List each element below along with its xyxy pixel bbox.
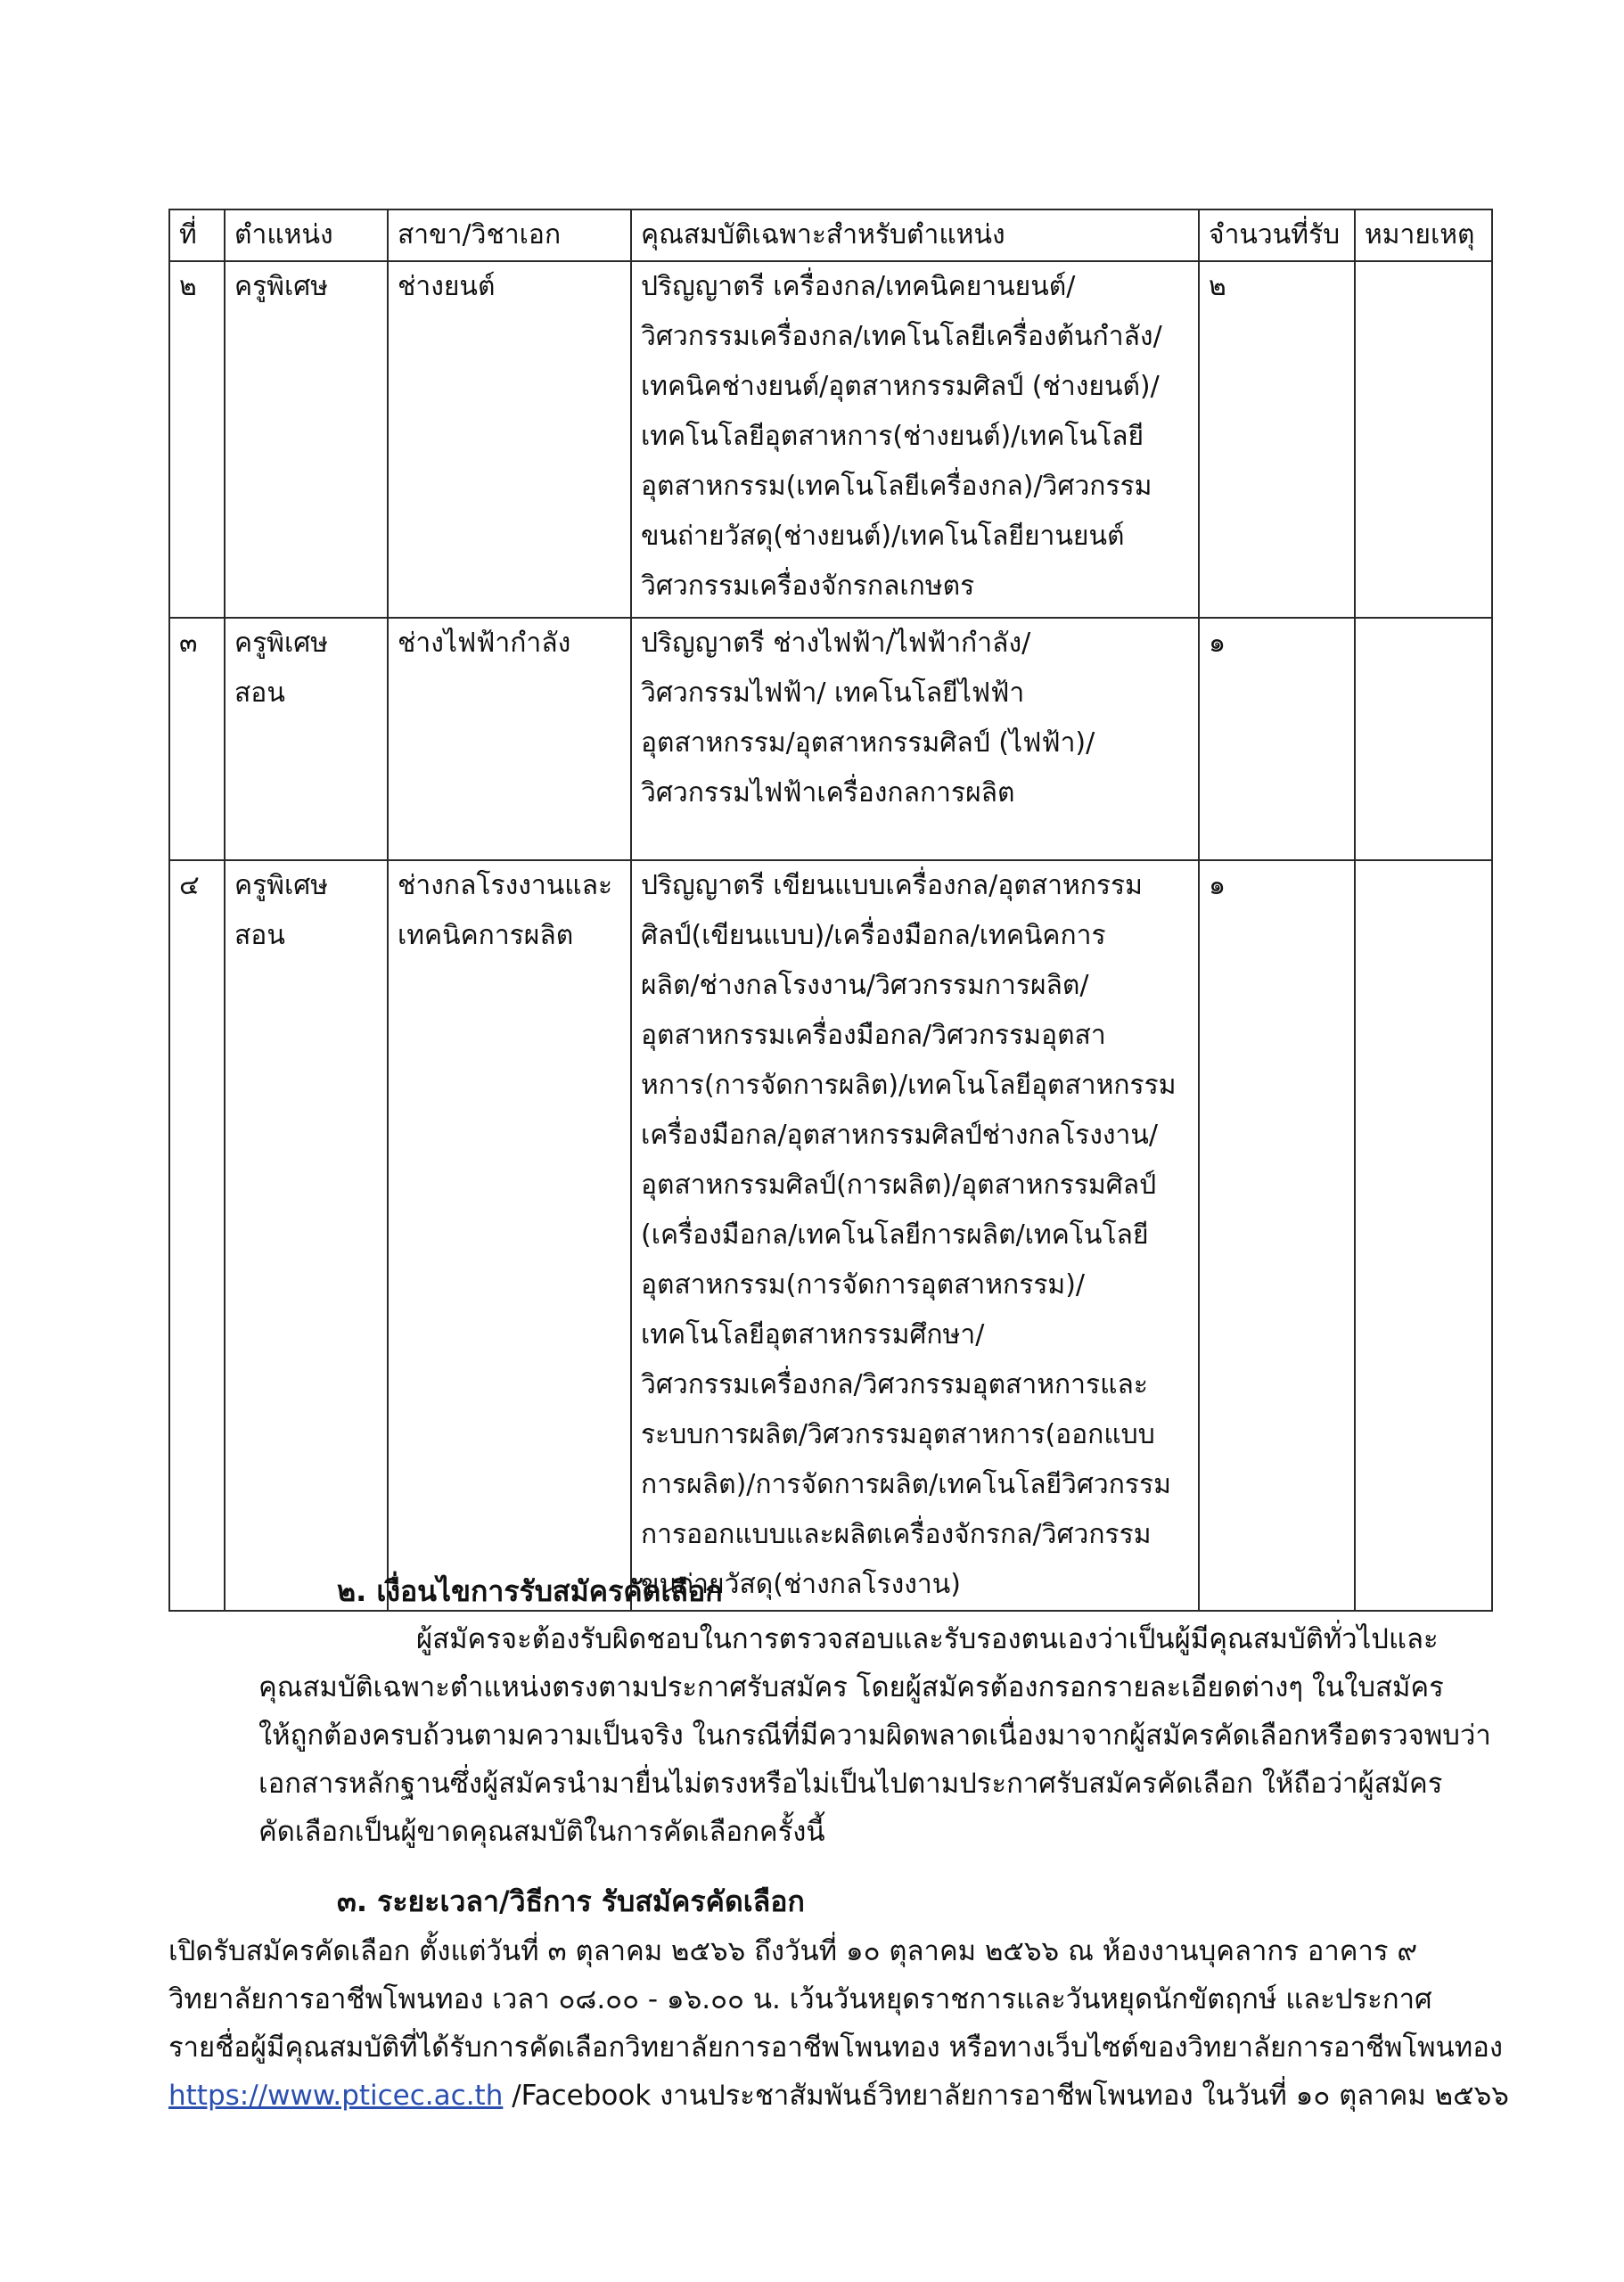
cell-note (1355, 261, 1492, 618)
header-count: จำนวนที่รับ (1199, 209, 1355, 261)
header-major: สาขา/วิชาเอก (388, 209, 631, 261)
qualification-line: ระบบการผลิต/วิศวกรรมอุตสาหการ(ออกแบบ (641, 1419, 1155, 1450)
qualification-line: ผลิต/ช่างกลโรงงาน/วิศวกรรมการผลิต/ (641, 970, 1089, 1001)
major-line: ช่างยนต์ (398, 271, 496, 302)
cell-qualifications (631, 261, 1199, 618)
cell-major (388, 261, 631, 618)
qualification-line: ปริญญาตรี เขียนแบบเครื่องกล/อุตสาหกรรม (641, 870, 1143, 901)
qualification-line: การออกแบบและผลิตเครื่องจักรกล/วิศวกรรม (641, 1519, 1152, 1550)
cell-no: ๓ (169, 618, 225, 860)
section-3-heading: ๓. ระยะเวลา/วิธีการ รับสมัครคัดเลือก (337, 1884, 805, 1918)
cell-note (1355, 618, 1492, 860)
cell-count: ๑ (1199, 860, 1355, 1611)
qualification-line: เทคนิคช่างยนต์/อุตสาหกรรมศิลป์ (ช่างยนต์)/ (641, 371, 1160, 402)
paragraph-line: วิทยาลัยการอาชีพโพนทอง เวลา ๐๘.๐๐ - ๑๖.๐๐ น. เว้นวันหยุดราชการและวันหยุดนักขัตฤกษ์ และประกาศ (168, 1983, 1432, 2015)
qualification-line: ปริญญาตรี ช่างไฟฟ้า/ไฟฟ้ากำลัง/ (641, 628, 1031, 659)
cell-no: ๔ (169, 860, 225, 1611)
qualification-line: อุตสาหกรรมเครื่องมือกล/วิศวกรรมอุตสา (641, 1020, 1106, 1051)
paragraph-line: ให้ถูกต้องครบถ้วนตามความเป็นจริง ในกรณีที่มีความผิดพลาดเนื่องมาจากผู้สมัครคัดเลือกหรือตรวจพบว่า (258, 1720, 1491, 1752)
table-header-row (169, 209, 1492, 261)
cell-note (1355, 860, 1492, 1611)
qualification-line: ปริญญาตรี เครื่องกล/เทคนิคยานยนต์/ (641, 271, 1076, 302)
major-line: ช่างกลโรงงานและ (398, 870, 613, 901)
qualification-line: (เครื่องมือกล/เทคโนโลยีการผลิต/เทคโนโลยี (641, 1219, 1149, 1251)
qualification-line: อุตสาหกรรม(การจัดการอุตสาหกรรม)/ (641, 1269, 1086, 1301)
cell-qualifications (631, 618, 1199, 860)
section-2-body (258, 1615, 1491, 1856)
paragraph-line: เปิดรับสมัครคัดเลือก ตั้งแต่วันที่ ๓ ตุลาคม ๒๕๖๖ ถึงวันที่ ๑๐ ตุลาคม ๒๕๖๖ ณ ห้องงานบุคลากร อาคาร ๙ (168, 1935, 1418, 1967)
cell-qualifications (631, 860, 1199, 1611)
paragraph-line: คัดเลือกเป็นผู้ขาดคุณสมบัติในการคัดเลือกครั้งนี้ (258, 1816, 825, 1848)
header-note: หมายเหตุ (1355, 209, 1492, 261)
qualification-line: ขนถ่ายวัสดุ(ช่างกลโรงงาน) (641, 1569, 961, 1600)
qualification-line: วิศวกรรมเครื่องกล/วิศวกรรมอุตสาหการและ (641, 1369, 1148, 1400)
qualification-line: หการ(การจัดการผลิต)/เทคโนโลยีอุตสาหกรรม (641, 1070, 1177, 1101)
qualification-line: เทคโนโลยีอุตสาหการ(ช่างยนต์)/เทคโนโลยี (641, 421, 1144, 452)
table-row (169, 618, 1492, 860)
website-link[interactable]: https://www.pticec.ac.th (168, 2080, 504, 2112)
qualification-line: วิศวกรรมเครื่องกล/เทคโนโลยีเครื่องต้นกำลัง/ (641, 321, 1162, 352)
section-3-heading-wrap (337, 1877, 805, 1926)
paragraph-line: รายชื่อผู้มีคุณสมบัติที่ได้รับการคัดเลือกวิทยาลัยการอาชีพโพนทอง หรือทางเว็บไซต์ของวิทยาลัยการอาชีพโพนทอง (168, 2032, 1503, 2064)
qualification-line: อุตสาหกรรม/อุตสาหกรรมศิลป์ (ไฟฟ้า)/ (641, 727, 1095, 759)
section-3-body (168, 1927, 1509, 2120)
cell-no: ๒ (169, 261, 225, 618)
qualification-line: วิศวกรรมเครื่องจักรกลเกษตร (641, 570, 975, 602)
major-line: เทคนิคการผลิต (398, 920, 574, 951)
table-row (169, 261, 1492, 618)
qualification-line: วิศวกรรมไฟฟ้า/ เทคโนโลยีไฟฟ้า (641, 677, 1025, 709)
link-trailing-text: /Facebook งานประชาสัมพันธ์วิทยาลัยการอาชีพโพนทอง ในวันที่ ๑๐ ตุลาคม ๒๕๖๖ (503, 2080, 1509, 2112)
qualification-line: การผลิต)/การจัดการผลิต/เทคโนโลยีวิศวกรรม (641, 1469, 1171, 1500)
qualification-line: ขนถ่ายวัสดุ(ช่างยนต์)/เทคโนโลยียานยนต์ (641, 521, 1125, 552)
header-no: ที่ (169, 209, 225, 261)
cell-major (388, 618, 631, 860)
qualification-line: วิศวกรรมไฟฟ้าเครื่องกลการผลิต (641, 777, 1015, 809)
qualification-line: ศิลป์(เขียนแบบ)/เครื่องมือกล/เทคนิคการ (641, 920, 1106, 951)
paragraph-line: เอกสารหลักฐานซึ่งผู้สมัครนำมายื่นไม่ตรงหรือไม่เป็นไปตามประกาศรับสมัครคัดเลือก ให้ถือว่าผู้สมัคร (258, 1768, 1443, 1800)
cell-position: ครูพิเศษสอน (225, 618, 388, 860)
cell-position: ครูพิเศษ (225, 261, 388, 618)
cell-count: ๒ (1199, 261, 1355, 618)
cell-position: ครูพิเศษสอน (225, 860, 388, 1611)
qualification-line: อุตสาหกรรมศิลป์(การผลิต)/อุตสาหกรรมศิลป์ (641, 1170, 1157, 1201)
major-line: ช่างไฟฟ้ากำลัง (398, 628, 571, 659)
qualification-line: เทคโนโลยีอุตสาหกรรมศึกษา/ (641, 1319, 985, 1350)
header-qualifications: คุณสมบัติเฉพาะสำหรับตำแหน่ง (631, 209, 1199, 261)
paragraph-line: คุณสมบัติเฉพาะตำแหน่งตรงตามประกาศรับสมัคร โดยผู้สมัครต้องกรอกรายละเอียดต่างๆ ในใบสมัคร (258, 1671, 1444, 1703)
paragraph-line: ผู้สมัครจะต้องรับผิดชอบในการตรวจสอบและรับรองตนเองว่าเป็นผู้มีคุณสมบัติทั่วไปและ (416, 1623, 1439, 1655)
header-position: ตำแหน่ง (225, 209, 388, 261)
table-row (169, 860, 1492, 1611)
section-2-heading-wrap (337, 1567, 723, 1616)
qualification-line: อุตสาหกรรม(เทคโนโลยีเครื่องกล)/วิศวกรรม (641, 471, 1152, 502)
paragraph-line-with-link (168, 2072, 1509, 2120)
positions-table (168, 209, 1493, 1612)
qualification-line: เครื่องมือกล/อุตสาหกรรมศิลป์ช่างกลโรงงาน/ (641, 1120, 1159, 1151)
cell-count: ๑ (1199, 618, 1355, 860)
cell-major (388, 860, 631, 1611)
section-2-heading: ๒. เงื่อนไขการรับสมัครคัดเลือก (337, 1574, 723, 1608)
table-body (169, 261, 1492, 1611)
